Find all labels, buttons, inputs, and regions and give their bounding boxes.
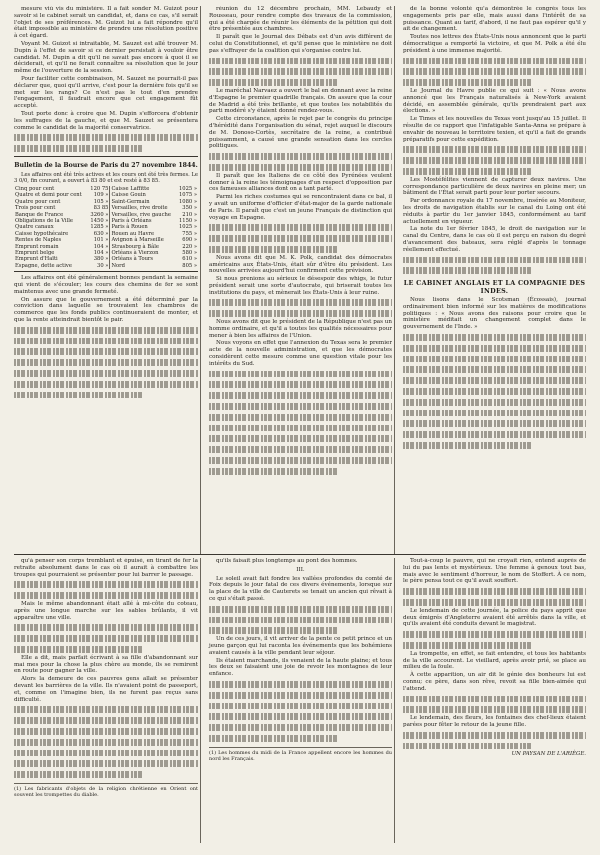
- text-line: [209, 390, 392, 401]
- stock-price: 210 »: [182, 211, 197, 218]
- stock-price: 105 »: [93, 198, 109, 205]
- stock-name: Orléans à Tours: [110, 256, 177, 262]
- text-line: [14, 769, 143, 780]
- stock-price: 104 »: [93, 243, 109, 250]
- text-line: [14, 748, 198, 759]
- stock-name: Quatre et demi pour cent: [15, 192, 82, 199]
- text-line: [14, 346, 198, 357]
- upper-section: [14, 6, 586, 555]
- stock-name: Versailles, rive gauche: [110, 212, 177, 218]
- article-paragraph: Nous voyons en effet que l'annexion du Texas sera le premier acte de la nouvelle administration, et que les démocrates considèrent cette mesure comme une question vitale pour les intérêts du Sud.: [209, 340, 392, 367]
- text-line: [209, 722, 392, 733]
- text-line: [403, 640, 531, 651]
- text-line: [209, 679, 392, 690]
- article-paragraph: Le maréchal Narvaez a ouvert le bal en donnant avec la reine d'Espagne le premier quadrille français. On assure que la cour de Madrid a été très brillante, et que toutes les notabilités du parti modéré s'y étaient donné rendez-vous.: [209, 87, 392, 115]
- stock-name: Emprunt d'Haïti: [15, 256, 58, 263]
- stock-price: 101 »: [93, 237, 109, 244]
- article-paragraph: Il paraît que le Journal des Débats est d'un avis différent de celui du Constitutionnel, et qu'il pense que le ministère ne doit pas s'effrayer de la coalition qui s'organise contre lui.: [209, 34, 392, 54]
- stock-price: 1025 »: [178, 185, 197, 192]
- text-line: [209, 433, 392, 444]
- stock-name: Banque de France: [15, 211, 64, 218]
- text-line: [14, 336, 198, 347]
- text-line: [14, 737, 198, 748]
- text-line: [209, 455, 392, 466]
- story-paragraph: Ils étaient marchands, ils venaient de la haute plaine; et tous les deux se faisaient une joie de revoir les montagnes de leur enfance.: [209, 657, 392, 678]
- text-line: [14, 357, 198, 368]
- story-paragraph: Un de ces jours, il vit arriver de la pente ce petit prince et un jeune garçon qui lui raconta les événements que les bohémiens avaient causés à la ville pendant leur séjour.: [209, 636, 392, 656]
- stock-price: 380 »: [93, 256, 109, 263]
- stock-name: Strasbourg à Bâle: [110, 244, 177, 250]
- text-line: [14, 368, 198, 379]
- text-line: [14, 132, 198, 143]
- text-line: [403, 730, 586, 741]
- text-line: [14, 633, 198, 644]
- stock-name: Orléans à Vierzon: [110, 250, 177, 256]
- stock-price: 350 »: [182, 205, 197, 212]
- story-paragraph: Elle a dit, mais parfait écrivant à sa fille d'abandonnant sur mai mes pour la chose la plus chère au monde, ils se remirent en route pour gagner la ville.: [14, 654, 198, 675]
- stock-name: Obligations de la Ville: [15, 217, 73, 224]
- text-line: [403, 354, 586, 365]
- story-paragraph: Alors la demeure de ces pauvres gens allait se présenter devant les barrières de la ville. Ils n'avaient point de passeport, et, comme on l'imagine bien, ils ne furent pas reçus sans difficulté.: [14, 676, 198, 703]
- text-line: [209, 222, 392, 233]
- text-line: [14, 726, 198, 737]
- text-line: [14, 590, 198, 601]
- text-line: [209, 401, 392, 412]
- stock-name: Quatre pour cent: [15, 198, 61, 205]
- story-paragraph: La trompette, en effet, se fait entendre, et tous les habitants de la ville accourent. Le vieillard, après avoir prié, se place au milieu de la foule.: [403, 650, 586, 671]
- story-paragraph: Le lendemain de cette journée, la police du pays apprit que deux émigrés d'Angleterre avaient été arrêtés dans la ville, et qu'ils avaient été conduits devant le magistrat.: [403, 607, 586, 628]
- text-line: [403, 694, 586, 705]
- text-line: [209, 308, 392, 319]
- upper-column-3: [394, 6, 586, 554]
- stock-name: Paris à Orléans: [110, 218, 177, 224]
- stock-name: Saint-Germain: [110, 199, 177, 205]
- stock-name: Cinq pour cent: [15, 185, 55, 192]
- stock-name: Caisse hypothécaire: [15, 230, 69, 237]
- text-line: [14, 704, 198, 715]
- article-paragraph: Toutes nos lettres des États-Unis nous annoncent que le parti démocratique a remporté la victoire, et que M. Polk a été élu président à une immense majorité.: [403, 34, 586, 54]
- story-paragraph: Le soleil avait fait fondre les vallées profondes du comté de Foix depuis le jour fatal de ces divers événements, lorsque sur la place de la ville de Cauterets se tenait un ancien qui rêvait à ce qui s'était passé.: [209, 575, 392, 602]
- text-line: [209, 151, 392, 162]
- text-line: [403, 629, 586, 640]
- stock-price: 109 »: [93, 192, 109, 199]
- text-line: [209, 66, 392, 77]
- stock-price: 3260 »: [90, 211, 109, 218]
- article-paragraph: Nous lisons dans le Scotsman (Écossais), journal ordinairement bien informé sur les matières de modifications politiques : « Nous avons des raisons pour croire que le ministère méditait un changement complet dans le gouvernement de l'Inde. »: [403, 297, 586, 331]
- article-paragraph: Les affaires ont été généralement bonnes pendant la semaine qui vient de s'écouler; les cours des chemins de fer se sont maintenus avec une grande fermeté.: [14, 275, 198, 295]
- article-paragraph: Les Mostéfélites viennent de capturer deux navires. Une correspondance particulière de deux navires en pleine mer; un bâtiment de l'État serait parti pour leur porter secours.: [403, 176, 586, 197]
- text-line: [403, 66, 586, 77]
- bulletin-intro: Les affaires ont été très actives et les cours ont été très fermes. Le 3 0/0, fin courant, a ouvert à 83 80 et est resté à 83 85.: [14, 171, 198, 184]
- article-paragraph: mesure viù vis du ministère. Il a fait sonder M. Guizot pour savoir si le cabinet serait un candidat, et, dans ce cas, s'il serait l'objet de ses préférences. M. Guizot lui a fait répondre qu'il était impossible au ministère de prendre une résolution positive à cet égard.: [14, 6, 198, 40]
- text-line: [209, 56, 392, 67]
- stock-row: [14, 263, 198, 269]
- stock-name: Caisse Laffitte: [110, 186, 177, 192]
- stock-price: 1285 »: [90, 224, 109, 231]
- article-paragraph: Le Journal du Havre publie ce qui suit : « Nous avons annoncé que les Français naturalisés à New-York avaient décidé, en assemblée générale, qu'ils prendraient part aux élections. »: [403, 87, 586, 115]
- story-paragraph: qu'à penser son corps tremblant et épuisé, en tirant de fer la retraite absolument dans le cas où il aurait à combattre les troupes qui pourraient se présenter pour lui barrer le passage.: [14, 558, 198, 578]
- text-line: [403, 386, 586, 397]
- stock-price: 1450 »: [90, 217, 109, 224]
- text-line: [403, 343, 586, 354]
- text-line: [403, 255, 586, 266]
- article-paragraph: de la bonne volonté qu'a démontrée le congrès tous les engagements pris par elle, mais aussi dans l'intérêt de sa puissance. Quant au tarif, d'abord, il ne faut pas espérer qu'il y ait de changement.: [403, 6, 586, 33]
- lower-column-1: [14, 558, 198, 843]
- text-line: [209, 162, 392, 173]
- text-line: [14, 715, 198, 726]
- text-line: [209, 701, 392, 712]
- upper-column-1: [14, 6, 198, 554]
- stock-price: 1025 »: [178, 224, 197, 231]
- stock-name: Nord: [110, 263, 177, 269]
- text-line: [403, 741, 531, 752]
- article-paragraph: Pour faciliter cette combinaison, M. Sauzet ne pourrait-il pas déclarer que, quoi qu'il arrive, c'est pour la dernière fois qu'il se met sur les rangs? Ce n'est pas le tout d'en prendre l'engagement, il faudrait encore que cet engagement fût accepté.: [14, 75, 198, 110]
- stock-price: 805 »: [182, 262, 197, 269]
- story-paragraph: Mais le même abandonnant était allé à mi-côte du coteau, après une longue marche sur les sables brûlants, il vit apparaître une ville.: [14, 600, 198, 621]
- stock-price: 120 75: [90, 185, 109, 192]
- text-line: [403, 166, 531, 177]
- footnote: (1) Les hommes du midi de la France appellent encore les hommes du nord les Français.: [209, 747, 392, 762]
- text-line: [209, 77, 337, 88]
- stock-name: Avignon à Marseille: [110, 237, 177, 243]
- text-line: [403, 429, 586, 440]
- text-line: [209, 466, 337, 477]
- article-paragraph: Le Times et les nouvelles du Texas vont jusqu'au 15 juillet. Il résulte de ce rapport que l'infatigable Santa-Anna se prépare à envahir de nouveau le territoire texien, et qu'il a fait de grands préparatifs pour cette expédition.: [403, 116, 586, 143]
- story-paragraph: À cette apparition, un air dit le génie des bonheurs lui est connu; ce père, dans son rêve, revoit sa fille bien-aimée qui l'attend.: [403, 672, 586, 692]
- stock-name: Espagne, dette active: [15, 262, 72, 269]
- text-line: [14, 758, 198, 769]
- footnote: (1) Les fabricants d'objets de la religion chrétienne en Orient ont souvent les trompettes du diable.: [14, 783, 198, 798]
- article-paragraph: Tout porte donc à croire que M. Dupin s'efforcera d'obtenir les suffrages de la gauche, et que M. Sauzet se présentera comme le candidat de la majorité conservatrice.: [14, 110, 198, 131]
- article-paragraph: Si nous prenions au sérieux le désespoir des whigs, le futur président serait une sorte d'autocrate, qui briserait toutes les institutions du pays, et mènerait les États-Unis à leur ruine.: [209, 276, 392, 296]
- text-line: [209, 369, 392, 380]
- upper-column-2: [200, 6, 392, 554]
- stock-name: Emprunt romain: [15, 243, 59, 250]
- text-line: [14, 390, 143, 401]
- article-paragraph: Nous avons dit que le président de la République n'est pas un homme ordinaire, et qu'il a toutes les qualités nécessaires pour mener à bien les affaires de l'Union.: [209, 319, 392, 339]
- author-signature: UN PAYSAN DE L'ARIÈGE.: [511, 751, 586, 758]
- lower-column-3: [394, 558, 586, 843]
- text-line: [403, 408, 586, 419]
- article-paragraph: Cette circonstance, après le rejet par le congrès du principe d'hérédité dans l'organisation du sénat, rejet auquel le discours de M. Donoso-Cortès, secrétaire de la reine, a contribué puissamment, a causé une grande sensation dans les cercles politiques.: [209, 116, 392, 150]
- text-line: [209, 444, 392, 455]
- article-paragraph: Voyant M. Guizot si intraitable, M. Sauzet est allé trouver M. Dupin à l'effet de savoir si ce dernier persistait à vouloir être candidat. M. Dupin a dit qu'il ne savait pas encore à quoi il se déciderait, et qu'il ne ferait connaître sa résolution que le jour même de l'ouverture de la session.: [14, 40, 198, 75]
- text-line: [403, 375, 586, 386]
- text-line: [14, 325, 198, 336]
- text-line: [403, 597, 586, 608]
- stock-name: Emprunt belge: [15, 250, 55, 256]
- bulletin-title: Bulletin de la Bourse de Paris du 27 novembre 1844.: [14, 161, 198, 169]
- text-line: [14, 644, 143, 655]
- text-line: [209, 244, 337, 255]
- text-line: [403, 364, 586, 375]
- text-line: [14, 143, 143, 154]
- text-line: [403, 56, 586, 67]
- text-line: [403, 155, 586, 166]
- stock-name: Quatre canaux: [15, 224, 54, 231]
- stock-price: 1080 »: [178, 198, 197, 205]
- stock-name: Paris à Rouen: [110, 224, 177, 230]
- lower-column-2: [200, 558, 392, 843]
- text-line: [403, 144, 586, 155]
- chapter-numeral: III.: [296, 566, 305, 573]
- stock-price: 104 »: [93, 250, 109, 256]
- text-line: [403, 265, 531, 276]
- text-line: [209, 615, 392, 626]
- stock-price: 610 »: [182, 256, 197, 263]
- article-paragraph: Par ordonnance royale du 17 novembre, insérée au Moniteur, les droits de navigation établis sur le canal du Loing ont été réduits à partir du 1er janvier 1845, conformément au tarif actuellement en vigueur.: [403, 198, 586, 225]
- text-line: [209, 297, 392, 308]
- feuilleton-section: [14, 558, 586, 843]
- stock-name: Rouen au Havre: [110, 231, 177, 237]
- stock-price: 1075 »: [178, 192, 197, 199]
- stock-price: 630 »: [93, 230, 109, 237]
- text-line: [209, 690, 392, 701]
- text-line: [403, 418, 586, 429]
- story-paragraph: Le lendemain, des fleurs, les fontaines des chef-lieux étaient parées pour fêter le retour de la jeune fille.: [403, 715, 586, 728]
- article-paragraph: Parmi les riches costumes qui se rencontraient dans ce bal, il y avait un uniforme d'officier d'état-major de la garde nationale de Paris. Il paraît que c'est un jeune Français de distinction qui voyage en Espagne.: [209, 194, 392, 221]
- stock-price: 83 85: [93, 205, 109, 212]
- stock-price-table: [14, 186, 198, 269]
- stock-name: Trois pour cent: [15, 205, 56, 212]
- article-paragraph: On assure que le gouvernement a été déterminé par la conviction dans laquelle se trouvaient les chambres de commerce que les fonds publics continueraient de monter, et que la rente atteindrait bientôt le pair.: [14, 296, 198, 323]
- story-paragraph: qu'ils faisait plus longtemps au pont des hommes.: [216, 558, 358, 564]
- stock-price: 30 »: [97, 262, 109, 269]
- stock-name: Caisse Gouin: [110, 192, 177, 198]
- article-paragraph: La note du 1er février 1845, le droit de navigation sur le canal du Centre, dans le cas où il est perçu en raison du degré d'avancement des bateaux, sera réglé d'après le tonnage réellement effectué.: [403, 226, 586, 253]
- text-line: [403, 704, 586, 715]
- stock-price: 580 »: [182, 250, 197, 256]
- stock-price: 690 »: [182, 237, 197, 244]
- story-paragraph: Tout-à-coup le pauvre, qui ne croyait rien, entend auprès de lui du pas lents et mystérieux. Une femme à genoux tout bas, mais avec le sentiment d'horreur, le nom de Stoffert. À ce nom, le père pensa tout ce qu'il avait souffert.: [403, 558, 586, 585]
- article-paragraph: Nous avons dit que M. K. Polk, candidat des démocrates américains aux États-Unis, était sûr d'être élu président. Les nouvelles arrivées aujourd'hui confirment cette prévision.: [209, 254, 392, 275]
- section-title: LE CABINET ANGLAIS ET LA COMPAGNIE DES INDES.: [403, 279, 586, 296]
- text-line: [14, 622, 198, 633]
- text-line: [403, 332, 586, 343]
- text-line: [209, 625, 337, 636]
- stock-name: Rentes de Naples: [15, 237, 62, 244]
- text-line: [14, 379, 198, 390]
- article-paragraph: Il paraît que les Italiens de ce côté des Pyrénées veulent donner à la reine les témoignages d'un respect d'opposition par ces fameuses alliances dont on a tant parlé.: [209, 172, 392, 193]
- text-line: [209, 423, 392, 434]
- stock-price: 755 »: [182, 230, 197, 237]
- text-line: [403, 440, 531, 451]
- text-line: [403, 586, 586, 597]
- text-line: [403, 77, 531, 88]
- stock-exchange-bulletin: [14, 156, 198, 272]
- text-line: [209, 711, 392, 722]
- text-line: [209, 379, 392, 390]
- text-line: [403, 397, 586, 408]
- text-line: [209, 733, 337, 744]
- stock-name: Versailles, rive droite: [110, 205, 177, 211]
- text-line: [209, 412, 392, 423]
- stock-price: 1150 »: [178, 217, 197, 224]
- text-line: [209, 233, 392, 244]
- stock-price: 220 »: [182, 243, 197, 250]
- text-line: [209, 604, 392, 615]
- text-line: [14, 579, 198, 590]
- article-paragraph: réunion du 12 décembre prochain, MM. Lebaudy et Rousseau, pour rendre compte des travaux de la commission, qui a été chargée de réunir les éléments de la pétition qui doit être présentée aux chambres.: [209, 6, 392, 33]
